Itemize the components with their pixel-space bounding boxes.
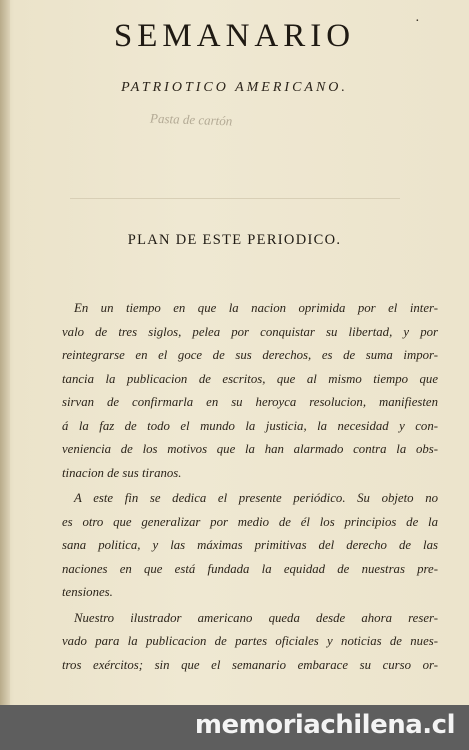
text-line: tancia la publicacion de escritos, que al mismo tiempo que (62, 371, 438, 386)
text-line: reintegrarse en el goce de sus derechos, es de suma impor- (62, 348, 438, 362)
text-line: naciones en que está fundada la equidad de nuestras pre- (62, 561, 438, 576)
masthead-subtitle: PATRIOTICO AMERICANO. (121, 80, 348, 95)
memoriachilena-logo-link[interactable]: memoriachilena.cl (194, 710, 455, 740)
text-line: tinacion de sus tiranos. (62, 465, 182, 480)
text-line: sirvan de confirmarla en su heroyca resolucion, manifiesten (62, 395, 438, 409)
handwritten-note: Pasta de cartón (149, 110, 233, 129)
text-line: A este fin se dedica el presente periódico. Su objeto no (74, 491, 438, 505)
text-line: valo de tres siglos, pelea por conquistar su libertad, y por (62, 324, 438, 339)
text-line: es otro que generalizar por medio de él los principios de la (62, 514, 438, 529)
corner-mark: · (415, 14, 420, 29)
text-line: tensiones. (62, 585, 113, 599)
masthead-title: SEMANARIO (113, 18, 356, 54)
text-line: Nuestro ilustrador americano queda desde ahora reser- (74, 610, 438, 625)
binding-edge (0, 0, 10, 705)
text-line: tros exércitos; sin que el semanario embarace su curso or- (62, 657, 438, 672)
text-line: vado para la publicacion de partes oficiales y noticias de nues- (62, 634, 438, 648)
section-title: PLAN DE ESTE PERIODICO. (127, 232, 342, 248)
text-line: á la faz de todo el mundo la justicia, la necesidad y con- (62, 418, 438, 433)
faint-divider (70, 198, 400, 199)
body-text (62, 297, 438, 677)
text-line: veniencia de los motivos que la han alarmado contra la obs- (62, 442, 438, 456)
text-line: En un tiempo en que la nacion oprimida por el inter- (74, 301, 438, 315)
footer-bar (0, 705, 469, 750)
text-line: sana politica, y las máximas primitivas del derecho de las (62, 538, 438, 552)
